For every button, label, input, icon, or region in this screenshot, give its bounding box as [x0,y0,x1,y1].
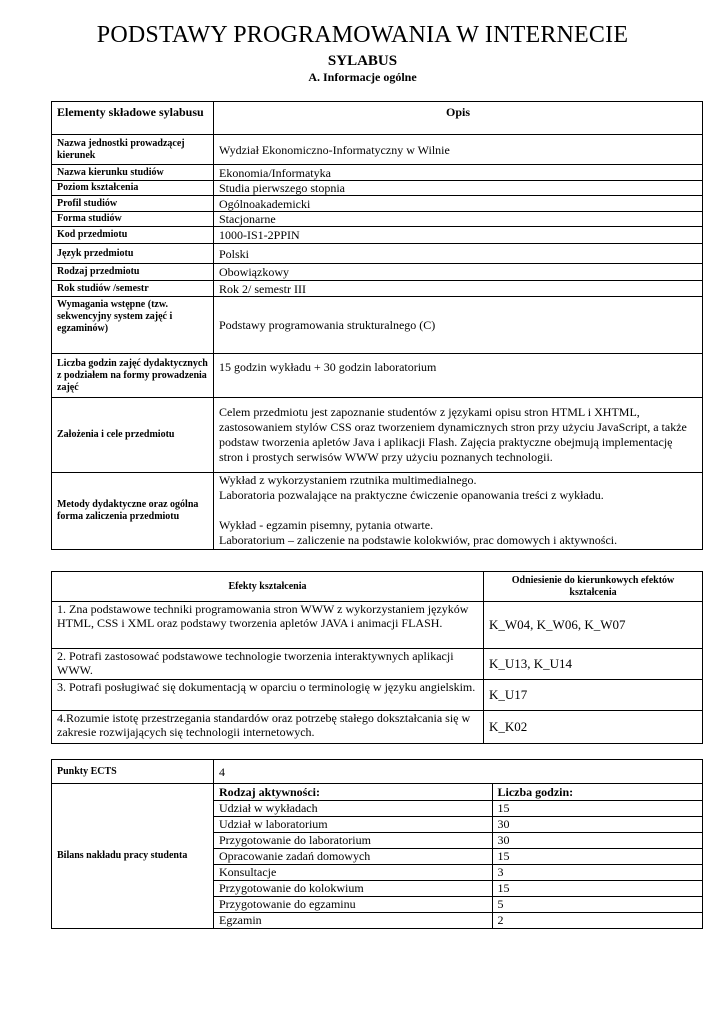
row-label: Poziom kształcenia [52,181,214,196]
outcome-ref: K_U13, K_U14 [484,649,703,680]
section-heading: A. Informacje ogólne [308,70,417,84]
table-row [52,212,703,227]
activity-name: Przygotowanie do egzaminu [214,896,492,912]
row-value: Ogólnoakademicki [214,196,703,212]
row-value: Stacjonarne [214,212,703,227]
activity-row [214,848,702,864]
row-label: Nazwa jednostki prowadzącej kierunek [52,135,214,165]
outcome-text: 1. Zna podstawowe techniki programowania stron WWW z wykorzystaniem języków HTML, CSS i XML oraz podstawy tworzenia apletów JAVA i animacji FLASH. [52,602,484,649]
activity-name: Udział w wykładach [214,800,492,816]
table-row [52,264,703,281]
table-header-row [52,572,703,602]
table-row [52,135,703,165]
outcome-ref: K_U17 [484,680,703,711]
activity-name: Przygotowanie do kolokwium [214,880,492,896]
activity-hours: 2 [492,912,702,928]
activity-hours: 3 [492,864,702,880]
outcome-text: 4.Rozumie istotę przestrzegania standardów oraz potrzebę stałego dokształcania się w zakresie rozwijających się technologii internetowych. [52,711,484,744]
column-header: Odniesienie do kierunkowych efektów kształcenia [484,572,703,602]
table-row [52,165,703,181]
row-value: Wydział Ekonomiczno-Informatyczny w Wilnie [214,135,703,165]
outcome-text: 2. Potrafi zastosować podstawowe technologie tworzenia interaktywnych aplikacji WWW. [52,649,484,680]
row-value: Celem przedmiotu jest zapoznanie studentów z językami opisu stron HTML i XHTML, zastosowaniem stylów CSS oraz tworzeniem dynamicznych stron przy użyciu JavaScript, a także podstaw tworzenia apletów Java i aplikacji Flash. Zajęcia praktyczne obejmują implementację stron i prostych serwisów WWW przy użyciu poznanych technologii. [214,398,703,473]
row-label: Język przedmiotu [52,244,214,264]
outcome-text: 3. Potrafi posługiwać się dokumentacją w oparciu o terminologię w języku angielskim. [52,680,484,711]
row-label: Liczba godzin zajęć dydaktycznych z podziałem na formy prowadzenia zajęć [52,354,214,398]
learning-outcomes-table [51,571,703,744]
table-row [52,281,703,297]
row-value: Ekonomia/Informatyka [214,165,703,181]
table-row [52,760,703,784]
column-header: Elementy składowe sylabusu [52,102,214,135]
activity-row [214,832,702,848]
document-subtitle: SYLABUS [327,53,398,69]
table-row [52,602,703,649]
method-line: Laboratorium – zaliczenie na podstawie kolokwiów, prac domowych i aktywności. [219,533,618,547]
row-label: Kod przedmiotu [52,227,214,244]
outcome-ref: K_K02 [484,711,703,744]
ects-value: 4 [214,760,703,784]
table-header-row [52,102,703,135]
balance-label: Bilans nakładu pracy studenta [52,784,214,929]
row-value: 15 godzin wykładu + 30 godzin laboratorium [214,354,703,398]
column-header: Opis [214,102,703,135]
blank-line [219,503,697,518]
method-line: Wykład - egzamin pisemny, pytania otwarte. [219,518,434,532]
activity-hours: 15 [492,880,702,896]
table-row [52,181,703,196]
activity-header-row [214,784,702,800]
ects-label: Punkty ECTS [52,760,214,784]
activity-name: Konsultacje [214,864,492,880]
table-row [52,227,703,244]
method-line: Wykład z wykorzystaniem rzutnika multimedialnego. [219,473,477,487]
row-label: Założenia i cele przedmiotu [52,398,214,473]
table-row [52,784,703,929]
activity-row [214,816,702,832]
table-row [52,398,703,473]
row-label: Metody dydaktyczne oraz ogólna forma zaliczenia przedmiotu [52,473,214,550]
row-label: Rok studiów /semestr [52,281,214,297]
activity-name: Przygotowanie do laboratorium [214,832,492,848]
table-row [52,473,703,550]
row-value: Polski [214,244,703,264]
row-value: Obowiązkowy [214,264,703,281]
activity-name: Udział w laboratorium [214,816,492,832]
table-row [52,244,703,264]
activity-row [214,896,702,912]
ects-table [51,759,703,929]
row-label: Rodzaj przedmiotu [52,264,214,281]
table-row [52,680,703,711]
row-label: Profil studiów [52,196,214,212]
table-row [52,354,703,398]
outcome-ref: K_W04, K_W06, K_W07 [484,602,703,649]
activity-row [214,912,702,928]
activity-hours: 5 [492,896,702,912]
document-title: PODSTAWY PROGRAMOWANIA W INTERNECIE [96,22,629,48]
activity-row [214,864,702,880]
activity-name: Egzamin [214,912,492,928]
table-row [52,649,703,680]
row-value [214,473,703,550]
row-value: Studia pierwszego stopnia [214,181,703,196]
column-header: Liczba godzin: [492,784,702,800]
table-row [52,196,703,212]
general-info-table [51,101,703,550]
row-label: Forma studiów [52,212,214,227]
table-row [52,711,703,744]
activity-hours: 15 [492,800,702,816]
row-label: Wymagania wstępne (tzw. sekwencyjny system zajęć i egzaminów) [52,297,214,354]
activity-table [214,784,702,928]
method-line: Laboratoria pozwalające na praktyczne ćwiczenie opanowania treści z wykładu. [219,488,604,502]
activity-hours: 30 [492,816,702,832]
row-value: 1000-IS1-2PPIN [214,227,703,244]
activity-cell [214,784,703,929]
activity-row [214,800,702,816]
column-header: Efekty kształcenia [52,572,484,602]
activity-hours: 30 [492,832,702,848]
row-label: Nazwa kierunku studiów [52,165,214,181]
row-value: Rok 2/ semestr III [214,281,703,297]
activity-hours: 15 [492,848,702,864]
table-row [52,297,703,354]
column-header: Rodzaj aktywności: [214,784,492,800]
activity-name: Opracowanie zadań domowych [214,848,492,864]
activity-row [214,880,702,896]
row-value: Podstawy programowania strukturalnego (C) [214,297,703,354]
